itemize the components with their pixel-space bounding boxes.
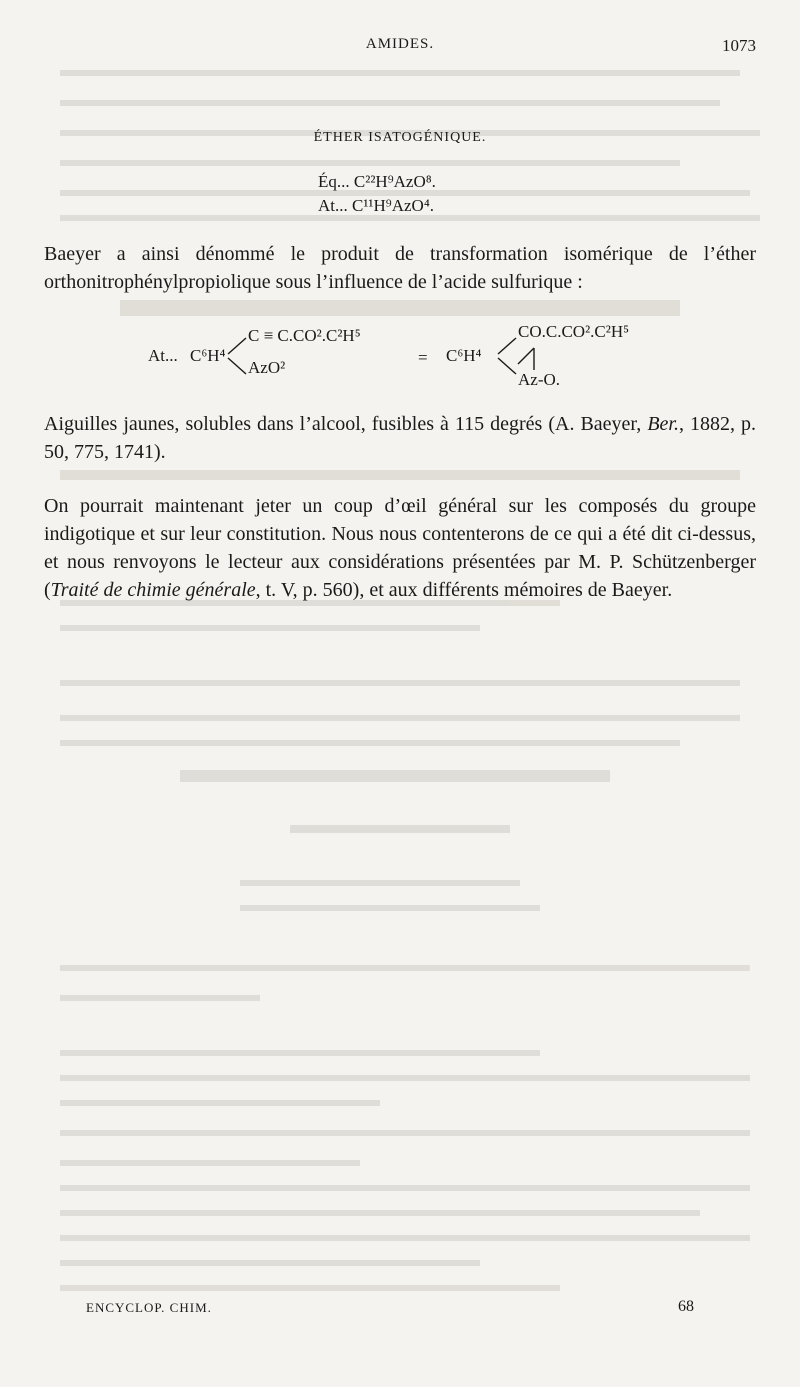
formula-label: At... <box>318 196 352 215</box>
section-title: ÉTHER ISATOGÉNIQUE. <box>313 130 487 145</box>
footer-sheet-number: 68 <box>678 1298 694 1315</box>
reaction-right-bottom: Az-O. <box>518 370 561 389</box>
reaction-equation <box>148 318 648 398</box>
journal-abbrev: Ber. <box>647 413 679 435</box>
formula-value: C²²H⁹AzO⁸. <box>353 172 436 191</box>
formula-label: Éq... <box>318 172 354 191</box>
reaction-left-bottom: AzO² <box>248 358 286 377</box>
formula-equivalent <box>318 172 436 192</box>
conclusion-end: , t. V, p. 560), et aux différents mémoires de Baeyer. <box>255 579 673 601</box>
conclusion-text: On pourrait maintenant jeter un coup d’œil général sur les composés du groupe indigotique et sur leur constitution. Nous nous contenterons de ce qui a été dit ci-dessus, et nous renvoyons le lecteur aux considérations présentées par M. P. Schützenberger ( <box>44 495 756 601</box>
paragraph-intro: Baeyer a ainsi dénommé le produit de transformation isomérique de l’éther orthonitrophénylpropiolique sous l’influence de l’acide sulfurique : <box>44 243 756 293</box>
reaction-equals: = <box>418 348 428 367</box>
reaction-left-core: C⁶H⁴ <box>190 346 226 365</box>
reaction-right-top: CO.C.CO².C²H⁵ <box>518 322 630 341</box>
reaction-right-core: C⁶H⁴ <box>446 346 482 365</box>
properties-citation: , 1882, p. 50, 775, 1741). <box>44 413 757 463</box>
footer-signature: ENCYCLOP. CHIM. <box>86 1300 212 1315</box>
formula-atomic <box>318 196 434 216</box>
running-header-title: AMIDES. <box>365 36 435 52</box>
header-page-number: 1073 <box>722 36 756 55</box>
formula-value: C¹¹H⁹AzO⁴. <box>352 196 435 215</box>
paragraph-properties <box>44 410 756 466</box>
book-title: Traité de chimie générale <box>50 579 256 601</box>
reaction-prefix: At... <box>148 346 178 365</box>
reaction-left-top: C ≡ C.CO².C²H⁵ <box>248 326 361 345</box>
properties-text: Aiguilles jaunes, solubles dans l’alcool, fusibles à 115 degrés (A. Baeyer, <box>44 413 648 435</box>
paragraph-conclusion <box>44 492 756 604</box>
